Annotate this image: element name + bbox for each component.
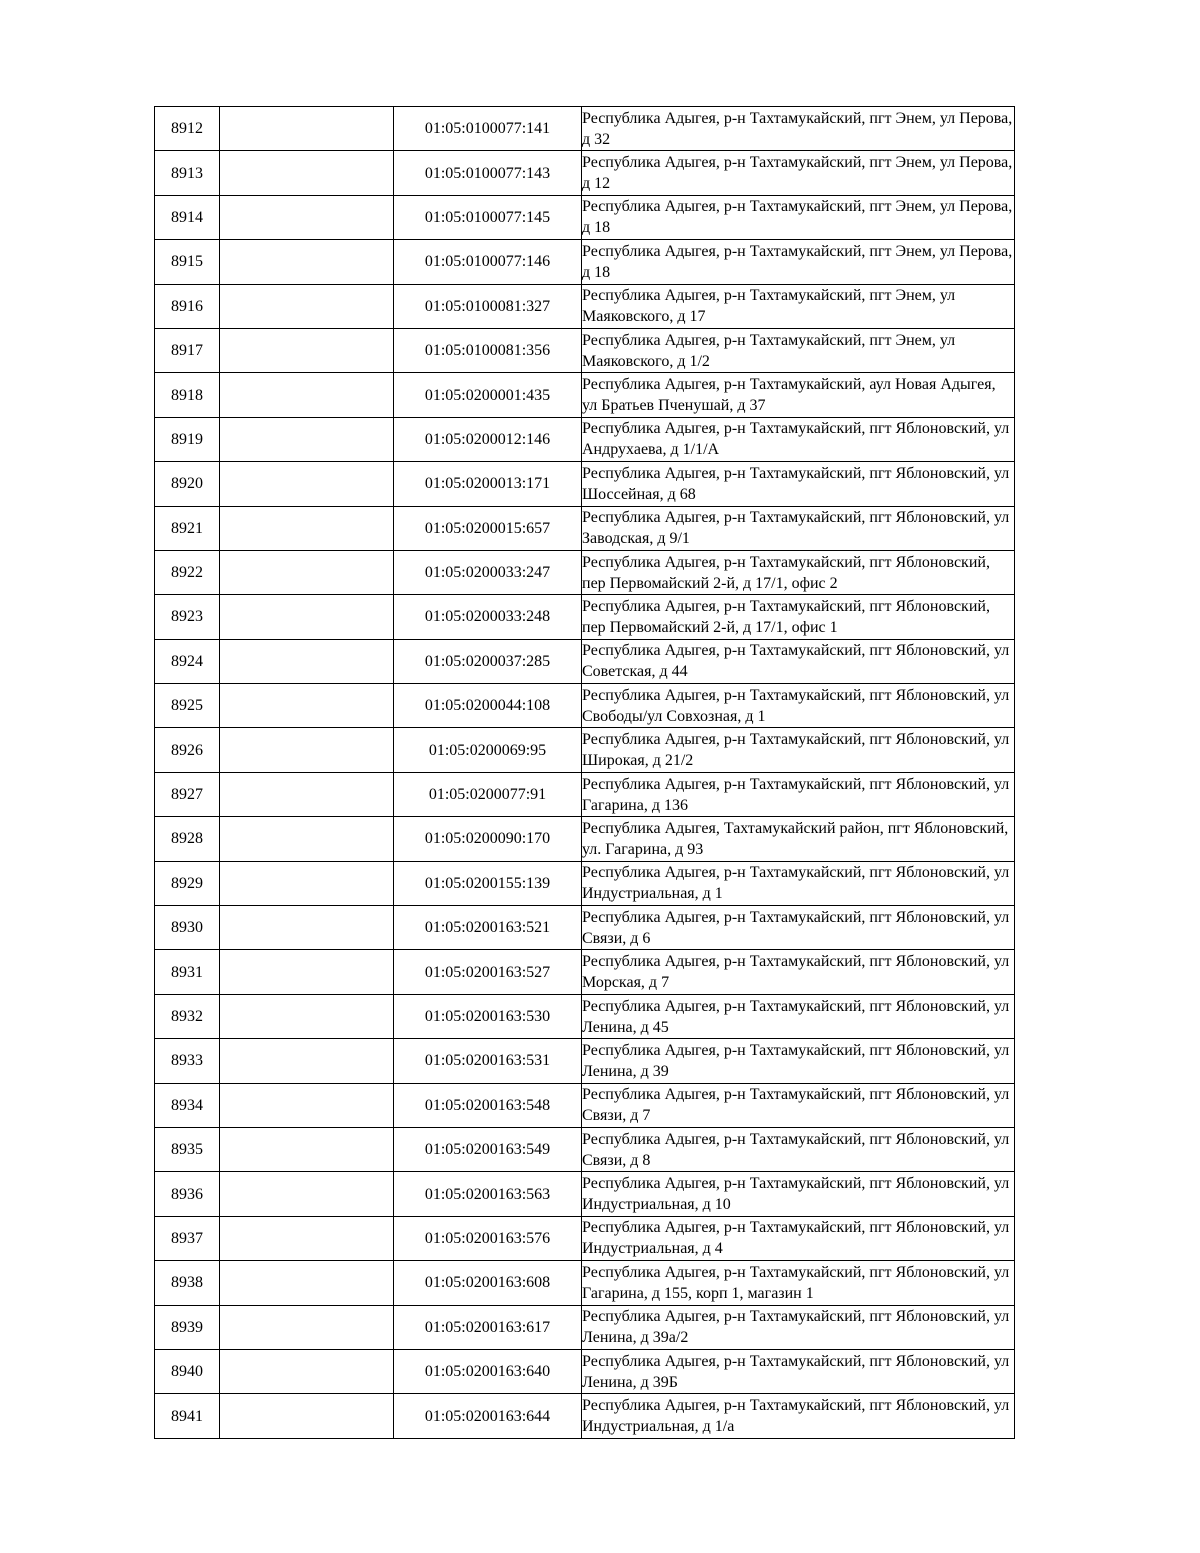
address-cell: Республика Адыгея, р-н Тахтамукайский, пгт Энем, ул Перова, д 18	[582, 195, 1015, 239]
cadastral-number-cell: 01:05:0200033:248	[394, 595, 582, 639]
owner-cell	[220, 550, 394, 594]
address-cell: Республика Адыгея, р-н Тахтамукайский, пгт Яблоновский, ул Гагарина, д 136	[582, 772, 1015, 816]
table-row	[155, 417, 1015, 461]
owner-cell	[220, 1349, 394, 1393]
row-number-cell: 8935	[155, 1127, 220, 1171]
row-number-cell: 8921	[155, 506, 220, 550]
owner-cell	[220, 595, 394, 639]
row-number-cell: 8925	[155, 684, 220, 728]
address-cell: Республика Адыгея, р-н Тахтамукайский, пгт Яблоновский, ул Шоссейная, д 68	[582, 462, 1015, 506]
row-number-cell: 8920	[155, 462, 220, 506]
row-number-cell: 8927	[155, 772, 220, 816]
cadastral-number-cell: 01:05:0200163:644	[394, 1394, 582, 1438]
row-number-cell: 8917	[155, 328, 220, 372]
table-row	[155, 639, 1015, 683]
row-number-cell: 8916	[155, 284, 220, 328]
cadastral-number-cell: 01:05:0200163:531	[394, 1039, 582, 1083]
address-cell: Республика Адыгея, р-н Тахтамукайский, пгт Энем, ул Перова, д 18	[582, 240, 1015, 284]
table-row	[155, 817, 1015, 861]
table-row	[155, 1216, 1015, 1260]
owner-cell	[220, 772, 394, 816]
cadastral-number-cell: 01:05:0200037:285	[394, 639, 582, 683]
owner-cell	[220, 1172, 394, 1216]
table-row	[155, 1039, 1015, 1083]
address-cell: Республика Адыгея, р-н Тахтамукайский, пгт Яблоновский, ул Индустриальная, д 10	[582, 1172, 1015, 1216]
cadastral-number-cell: 01:05:0100077:145	[394, 195, 582, 239]
owner-cell	[220, 1083, 394, 1127]
cadastral-number-cell: 01:05:0200044:108	[394, 684, 582, 728]
table-row	[155, 151, 1015, 195]
owner-cell	[220, 1394, 394, 1438]
owner-cell	[220, 195, 394, 239]
cadastral-number-cell: 01:05:0200012:146	[394, 417, 582, 461]
table-row	[155, 1394, 1015, 1438]
table-row	[155, 994, 1015, 1038]
table-row	[155, 950, 1015, 994]
cadastral-number-cell: 01:05:0200163:608	[394, 1261, 582, 1305]
table-row	[155, 1349, 1015, 1393]
address-cell: Республика Адыгея, р-н Тахтамукайский, пгт Яблоновский, ул Индустриальная, д 4	[582, 1216, 1015, 1260]
property-registry-table	[154, 106, 1015, 1439]
table-row	[155, 1305, 1015, 1349]
owner-cell	[220, 1261, 394, 1305]
table-row	[155, 906, 1015, 950]
owner-cell	[220, 506, 394, 550]
address-cell: Республика Адыгея, р-н Тахтамукайский, пгт Яблоновский, ул Ленина, д 39	[582, 1039, 1015, 1083]
owner-cell	[220, 861, 394, 905]
address-cell: Республика Адыгея, р-н Тахтамукайский, пгт Энем, ул Перова, д 12	[582, 151, 1015, 195]
owner-cell	[220, 240, 394, 284]
cadastral-number-cell: 01:05:0200013:171	[394, 462, 582, 506]
table-row	[155, 107, 1015, 151]
table-row	[155, 462, 1015, 506]
table-row	[155, 240, 1015, 284]
table-row	[155, 373, 1015, 417]
row-number-cell: 8930	[155, 906, 220, 950]
address-cell: Республика Адыгея, р-н Тахтамукайский, пгт Яблоновский, ул Гагарина, д 155, корп 1, магазин 1	[582, 1261, 1015, 1305]
cadastral-number-cell: 01:05:0200163:521	[394, 906, 582, 950]
table-row	[155, 284, 1015, 328]
address-cell: Республика Адыгея, р-н Тахтамукайский, аул Новая Адыгея, ул Братьев Пченушай, д 37	[582, 373, 1015, 417]
cadastral-number-cell: 01:05:0200155:139	[394, 861, 582, 905]
cadastral-number-cell: 01:05:0200090:170	[394, 817, 582, 861]
row-number-cell: 8937	[155, 1216, 220, 1260]
cadastral-number-cell: 01:05:0100081:327	[394, 284, 582, 328]
owner-cell	[220, 639, 394, 683]
address-cell: Республика Адыгея, р-н Тахтамукайский, пгт Яблоновский, ул Индустриальная, д 1	[582, 861, 1015, 905]
address-cell: Республика Адыгея, Тахтамукайский район, пгт Яблоновский, ул. Гагарина, д 93	[582, 817, 1015, 861]
row-number-cell: 8941	[155, 1394, 220, 1438]
table-row	[155, 772, 1015, 816]
cadastral-number-cell: 01:05:0200163:617	[394, 1305, 582, 1349]
cadastral-number-cell: 01:05:0200163:640	[394, 1349, 582, 1393]
row-number-cell: 8932	[155, 994, 220, 1038]
table-row	[155, 550, 1015, 594]
table-row	[155, 506, 1015, 550]
address-cell: Республика Адыгея, р-н Тахтамукайский, пгт Яблоновский, ул Индустриальная, д 1/а	[582, 1394, 1015, 1438]
address-cell: Республика Адыгея, р-н Тахтамукайский, пгт Яблоновский, пер Первомайский 2-й, д 17/1, офис 1	[582, 595, 1015, 639]
row-number-cell: 8924	[155, 639, 220, 683]
row-number-cell: 8934	[155, 1083, 220, 1127]
address-cell: Республика Адыгея, р-н Тахтамукайский, пгт Яблоновский, ул Андрухаева, д 1/1/А	[582, 417, 1015, 461]
owner-cell	[220, 373, 394, 417]
row-number-cell: 8928	[155, 817, 220, 861]
owner-cell	[220, 462, 394, 506]
table-row	[155, 595, 1015, 639]
row-number-cell: 8940	[155, 1349, 220, 1393]
table-row	[155, 1083, 1015, 1127]
address-cell: Республика Адыгея, р-н Тахтамукайский, пгт Яблоновский, ул Ленина, д 45	[582, 994, 1015, 1038]
cadastral-number-cell: 01:05:0100077:143	[394, 151, 582, 195]
cadastral-number-cell: 01:05:0200163:527	[394, 950, 582, 994]
table-row	[155, 1127, 1015, 1171]
cadastral-number-cell: 01:05:0100077:141	[394, 107, 582, 151]
owner-cell	[220, 994, 394, 1038]
row-number-cell: 8922	[155, 550, 220, 594]
cadastral-number-cell: 01:05:0200077:91	[394, 772, 582, 816]
row-number-cell: 8939	[155, 1305, 220, 1349]
table-row	[155, 328, 1015, 372]
cadastral-number-cell: 01:05:0200069:95	[394, 728, 582, 772]
owner-cell	[220, 1305, 394, 1349]
row-number-cell: 8918	[155, 373, 220, 417]
row-number-cell: 8938	[155, 1261, 220, 1305]
address-cell: Республика Адыгея, р-н Тахтамукайский, пгт Энем, ул Маяковского, д 1/2	[582, 328, 1015, 372]
row-number-cell: 8933	[155, 1039, 220, 1083]
cadastral-number-cell: 01:05:0200163:576	[394, 1216, 582, 1260]
owner-cell	[220, 151, 394, 195]
address-cell: Республика Адыгея, р-н Тахтамукайский, пгт Яблоновский, ул Заводская, д 9/1	[582, 506, 1015, 550]
row-number-cell: 8929	[155, 861, 220, 905]
address-cell: Республика Адыгея, р-н Тахтамукайский, пгт Яблоновский, ул Связи, д 8	[582, 1127, 1015, 1171]
row-number-cell: 8923	[155, 595, 220, 639]
table-row	[155, 1261, 1015, 1305]
address-cell: Республика Адыгея, р-н Тахтамукайский, пгт Яблоновский, ул Связи, д 7	[582, 1083, 1015, 1127]
cadastral-number-cell: 01:05:0200163:549	[394, 1127, 582, 1171]
cadastral-number-cell: 01:05:0100081:356	[394, 328, 582, 372]
registry-table-body	[155, 107, 1015, 1439]
owner-cell	[220, 284, 394, 328]
address-cell: Республика Адыгея, р-н Тахтамукайский, пгт Энем, ул Маяковского, д 17	[582, 284, 1015, 328]
address-cell: Республика Адыгея, р-н Тахтамукайский, пгт Яблоновский, ул Широкая, д 21/2	[582, 728, 1015, 772]
address-cell: Республика Адыгея, р-н Тахтамукайский, пгт Яблоновский, ул Морская, д 7	[582, 950, 1015, 994]
table-row	[155, 684, 1015, 728]
owner-cell	[220, 328, 394, 372]
cadastral-number-cell: 01:05:0200001:435	[394, 373, 582, 417]
address-cell: Республика Адыгея, р-н Тахтамукайский, пгт Энем, ул Перова, д 32	[582, 107, 1015, 151]
table-row	[155, 728, 1015, 772]
cadastral-number-cell: 01:05:0200033:247	[394, 550, 582, 594]
cadastral-number-cell: 01:05:0200163:548	[394, 1083, 582, 1127]
row-number-cell: 8931	[155, 950, 220, 994]
owner-cell	[220, 906, 394, 950]
row-number-cell: 8936	[155, 1172, 220, 1216]
row-number-cell: 8915	[155, 240, 220, 284]
row-number-cell: 8919	[155, 417, 220, 461]
address-cell: Республика Адыгея, р-н Тахтамукайский, пгт Яблоновский, ул Ленина, д 39Б	[582, 1349, 1015, 1393]
owner-cell	[220, 107, 394, 151]
row-number-cell: 8913	[155, 151, 220, 195]
owner-cell	[220, 817, 394, 861]
owner-cell	[220, 684, 394, 728]
table-row	[155, 1172, 1015, 1216]
address-cell: Республика Адыгея, р-н Тахтамукайский, пгт Яблоновский, ул Связи, д 6	[582, 906, 1015, 950]
owner-cell	[220, 728, 394, 772]
address-cell: Республика Адыгея, р-н Тахтамукайский, пгт Яблоновский, ул Советская, д 44	[582, 639, 1015, 683]
owner-cell	[220, 1127, 394, 1171]
cadastral-number-cell: 01:05:0200015:657	[394, 506, 582, 550]
row-number-cell: 8912	[155, 107, 220, 151]
row-number-cell: 8914	[155, 195, 220, 239]
cadastral-number-cell: 01:05:0100077:146	[394, 240, 582, 284]
owner-cell	[220, 417, 394, 461]
table-row	[155, 195, 1015, 239]
cadastral-number-cell: 01:05:0200163:530	[394, 994, 582, 1038]
address-cell: Республика Адыгея, р-н Тахтамукайский, пгт Яблоновский, пер Первомайский 2-й, д 17/1, офис 2	[582, 550, 1015, 594]
owner-cell	[220, 950, 394, 994]
address-cell: Республика Адыгея, р-н Тахтамукайский, пгт Яблоновский, ул Ленина, д 39а/2	[582, 1305, 1015, 1349]
owner-cell	[220, 1216, 394, 1260]
owner-cell	[220, 1039, 394, 1083]
address-cell: Республика Адыгея, р-н Тахтамукайский, пгт Яблоновский, ул Свободы/ул Совхозная, д 1	[582, 684, 1015, 728]
row-number-cell: 8926	[155, 728, 220, 772]
cadastral-number-cell: 01:05:0200163:563	[394, 1172, 582, 1216]
table-row	[155, 861, 1015, 905]
